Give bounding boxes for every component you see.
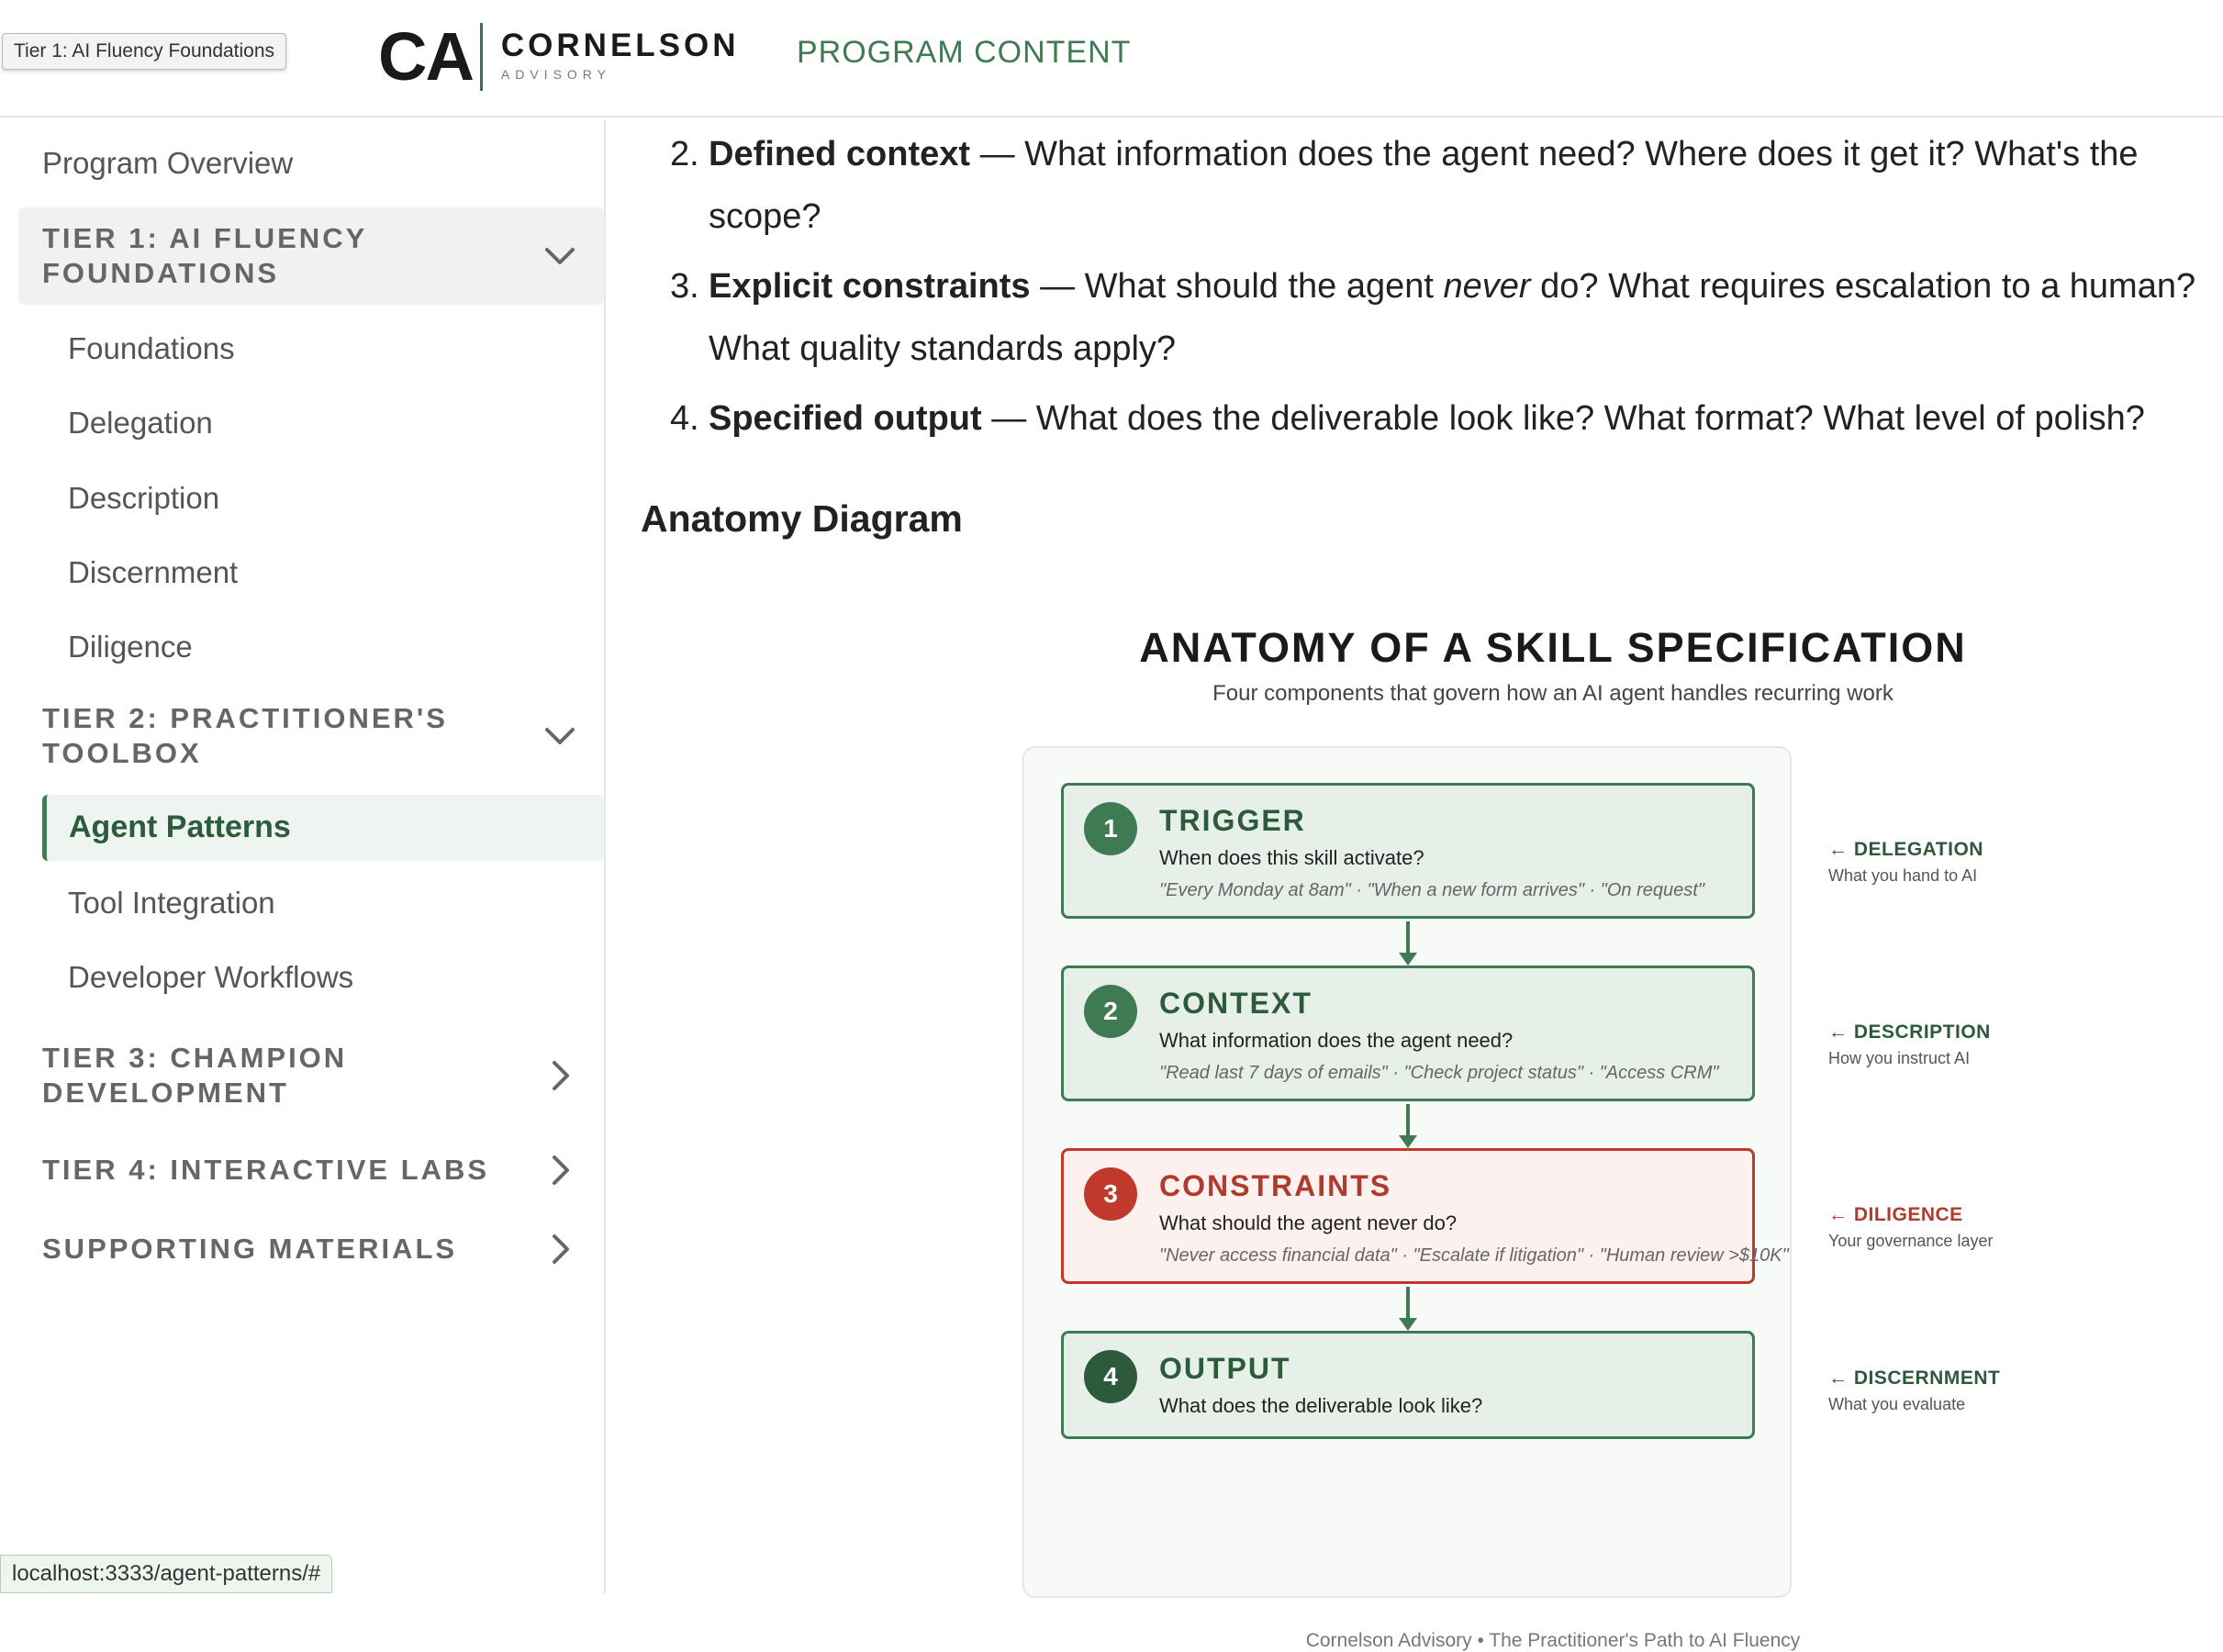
diagram-footer: Cornelson Advisory • The Practitioner's Path to AI Fluency xyxy=(1305,1630,1801,1651)
sidebar-tier-4[interactable] xyxy=(18,1138,604,1202)
list-term: Defined context xyxy=(709,135,971,173)
annotation-diligence xyxy=(1828,1202,2214,1254)
chevron-right-icon[interactable] xyxy=(542,1152,578,1189)
step-title: CONSTRAINTS xyxy=(1159,1169,1392,1202)
arrow-down-icon xyxy=(1406,1287,1410,1322)
step-title: OUTPUT xyxy=(1159,1352,1291,1385)
annotation-subtitle: What you hand to AI xyxy=(1828,866,1978,885)
tier-3-label-line2: DEVELOPMENT xyxy=(42,1077,289,1109)
step-question: What should the agent never do? xyxy=(1159,1211,1458,1234)
annotation-subtitle: What you evaluate xyxy=(1828,1395,1966,1413)
sidebar-tier-1[interactable] xyxy=(18,207,604,305)
logo-mark: CA xyxy=(378,18,473,95)
step-question: When does this skill activate? xyxy=(1159,846,1424,869)
step-number-badge: 1 xyxy=(1084,802,1137,855)
sidebar-tier-2[interactable] xyxy=(18,690,604,782)
arrow-down-icon xyxy=(1406,1104,1410,1139)
step-question: What does the deliverable look like? xyxy=(1159,1394,1483,1417)
list-text: do? What requires escalation to a human? What quality standards apply? xyxy=(709,267,2196,368)
chevron-down-icon[interactable] xyxy=(542,238,578,274)
annotation-delegation xyxy=(1828,837,2214,888)
tier-3-label xyxy=(42,1041,347,1111)
list-number: 4. xyxy=(670,399,699,438)
sidebar-item-developer-workflows[interactable]: Developer Workflows xyxy=(68,960,354,994)
sidebar-item-foundations[interactable]: Foundations xyxy=(68,331,235,365)
step-number-badge: 3 xyxy=(1084,1167,1137,1221)
tier-4-label: TIER 4: INTERACTIVE LABS xyxy=(42,1154,490,1186)
arrow-down-icon xyxy=(1406,921,1410,956)
step-context xyxy=(1061,966,1755,1101)
diagram-subtitle: Four components that govern how an AI agent handles recurring work xyxy=(1212,681,1893,706)
step-title: CONTEXT xyxy=(1159,987,1313,1020)
chevron-right-icon[interactable] xyxy=(542,1231,578,1267)
supporting-materials-label: SUPPORTING MATERIALS xyxy=(42,1233,458,1265)
annotation-title: ← DILIGENCE xyxy=(1828,1204,1963,1225)
step-question: What information does the agent need? xyxy=(1159,1029,1514,1052)
annotation-title: ← DISCERNMENT xyxy=(1828,1367,2001,1389)
sidebar-item-diligence[interactable]: Diligence xyxy=(68,630,193,664)
sidebar-item-agent-patterns[interactable] xyxy=(42,795,604,861)
tooltip: Tier 1: AI Fluency Foundations xyxy=(2,33,286,70)
tier-1-label-line2: FOUNDATIONS xyxy=(42,257,280,289)
annotation-discernment xyxy=(1828,1366,2214,1417)
logo-divider xyxy=(480,23,483,91)
step-examples: "Read last 7 days of emails" · "Check project status" · "Access CRM" xyxy=(1159,1063,1719,1083)
main-content xyxy=(608,119,2223,1651)
annotation-subtitle: Your governance layer xyxy=(1828,1232,1994,1250)
sidebar-item-agent-patterns-label: Agent Patterns xyxy=(69,809,291,844)
step-trigger xyxy=(1061,783,1755,919)
status-bar-url: localhost:3333/agent-patterns/# xyxy=(0,1555,332,1593)
nav-program-content[interactable]: PROGRAM CONTENT xyxy=(797,35,1132,70)
sidebar-item-delegation[interactable]: Delegation xyxy=(68,406,213,440)
chevron-down-icon[interactable] xyxy=(542,718,578,754)
list-emphasis: never xyxy=(1443,267,1531,306)
list-term: Explicit constraints xyxy=(709,267,1031,306)
step-number-badge: 2 xyxy=(1084,985,1137,1038)
tier-1-label-line1: TIER 1: AI FLUENCY xyxy=(42,222,368,254)
step-title: TRIGGER xyxy=(1159,804,1306,837)
sidebar-supporting-materials[interactable] xyxy=(18,1217,604,1281)
tier-3-label-line1: TIER 3: CHAMPION xyxy=(42,1042,348,1074)
annotation-title: ← DELEGATION xyxy=(1828,839,1983,860)
list-text: — What information does the agent need? Where does it get it? What's the scope? xyxy=(709,135,2139,236)
list-number: 2. xyxy=(670,135,699,173)
sidebar-item-discernment[interactable]: Discernment xyxy=(68,555,239,589)
anatomy-diagram xyxy=(608,119,2223,1651)
sidebar xyxy=(0,119,606,1593)
tier-2-label-line2: TOOLBOX xyxy=(42,737,202,769)
step-number-badge: 4 xyxy=(1084,1350,1137,1403)
sidebar-tier-3[interactable] xyxy=(18,1030,604,1122)
chevron-right-icon[interactable] xyxy=(542,1057,578,1094)
sidebar-item-tool-integration[interactable]: Tool Integration xyxy=(68,886,275,920)
top-header xyxy=(0,0,2223,117)
logo-name: CORNELSON xyxy=(500,28,740,63)
tier-1-label xyxy=(42,221,367,291)
list-number: 3. xyxy=(670,267,699,306)
list-text: — What does the deliverable look like? What format? What level of polish? xyxy=(981,399,2145,438)
logo-subtitle: ADVISORY xyxy=(500,67,611,82)
list-term: Specified output xyxy=(709,399,982,438)
brand-logo[interactable] xyxy=(378,20,740,94)
annotation-title: ← DESCRIPTION xyxy=(1828,1021,1991,1043)
annotation-subtitle: How you instruct AI xyxy=(1828,1049,1971,1067)
tier-2-label-line1: TIER 2: PRACTITIONER'S xyxy=(42,702,448,734)
diagram-title: ANATOMY OF A SKILL SPECIFICATION xyxy=(1139,624,1967,671)
sidebar-item-program-overview[interactable]: Program Overview xyxy=(42,146,294,180)
annotation-description xyxy=(1828,1020,2214,1071)
list-text: — What should the agent xyxy=(1030,267,1444,306)
section-heading: Anatomy Diagram xyxy=(641,497,963,540)
step-constraints xyxy=(1061,1148,1789,1284)
sidebar-item-description[interactable]: Description xyxy=(68,481,220,515)
step-examples: "Every Monday at 8am" · "When a new form arrives" · "On request" xyxy=(1159,880,1704,900)
step-examples: "Never access financial data" · "Escalate if litigation" · "Human review >$10K" xyxy=(1159,1245,1789,1266)
logo-text xyxy=(501,28,740,85)
step-output xyxy=(1061,1331,1755,1439)
tier-2-label xyxy=(42,701,448,771)
